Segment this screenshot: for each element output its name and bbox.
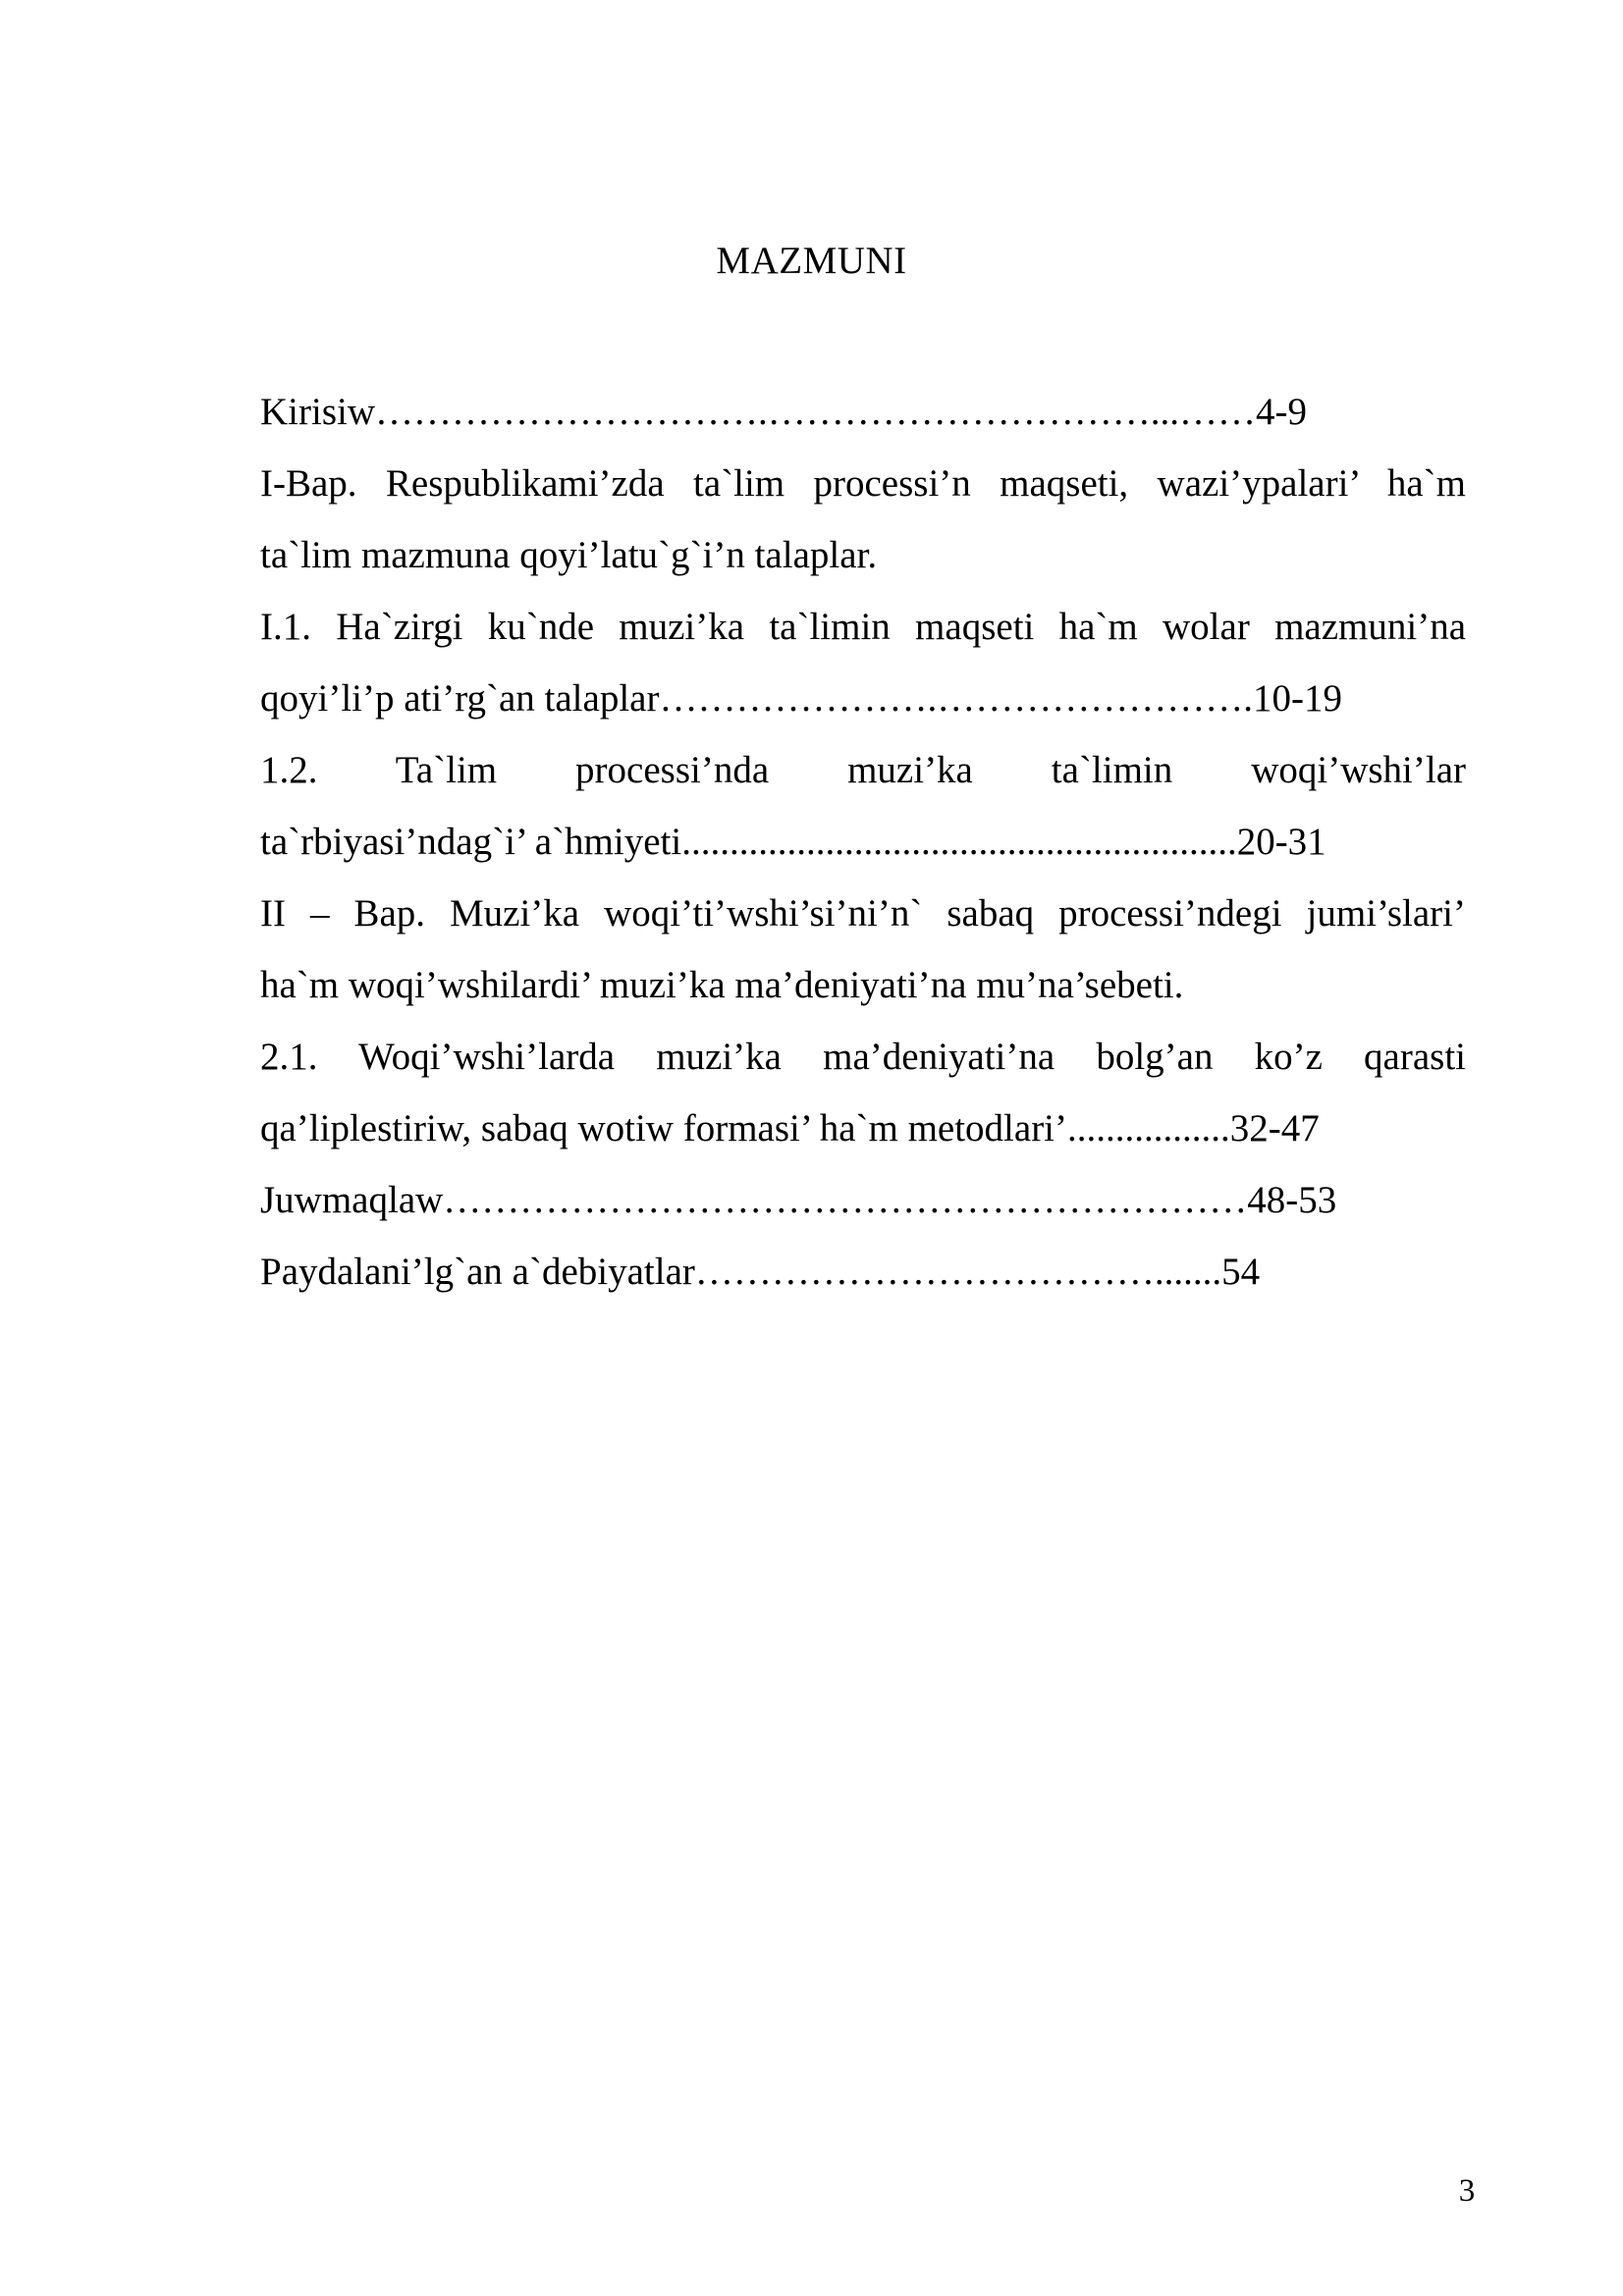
toc-chapter-1-line-1: I-Bap. Respublikami’zda ta`lim processi’n maqseti, wazi’ypalari’ ha`m (260, 462, 1466, 505)
toc-entry-introduction: Kirisiw………………………….…………………………...……4-9 (260, 391, 1307, 433)
toc-section-1-1-line-2: qoyi’li’p ati’rg`an talaplar………………….…………………….10-19 (260, 677, 1342, 720)
table-of-contents (260, 376, 1466, 1308)
toc-section-2-1-line-2: qa’liplestiriw, sabaq wotiw formasi’ ha`m metodlari’.................32-47 (260, 1107, 1320, 1149)
toc-entry-references: Paydalani’lg`an a`debiyatlar……………………………….......54 (260, 1251, 1261, 1293)
toc-chapter-2-line-2: ha`m woqi’wshilardi’ muzi’ka ma’deniyati’na mu’na’sebeti. (260, 964, 1184, 1006)
page-number: 3 (1458, 2173, 1476, 2209)
toc-entry-conclusion: Juwmaqlaw………………………………………………………48-53 (260, 1179, 1337, 1221)
toc-section-1-2-line-1: 1.2. Ta`lim processi’nda muzi’ka ta`limin woqi’wshi’lar (260, 749, 1466, 791)
toc-section-1-1-line-1: I.1. Ha`zirgi ku`nde muzi’ka ta`limin maqseti ha`m wolar mazmuni’na (260, 606, 1466, 648)
toc-section-1-2-line-2: ta`rbiyasi’ndag`i’ a`hmiyeti..........................................................20-31 (260, 821, 1326, 863)
toc-section-2-1-line-1: 2.1. Woqi’wshi’larda muzi’ka ma’deniyati’na bolg’an ko’z qarasti (260, 1036, 1466, 1078)
toc-chapter-2-line-1: II – Bap. Muzi’ka woqi’ti’wshi’si’ni’n` sabaq processi’ndegi jumi’slari’ (260, 892, 1466, 934)
page-title: MAZMUNI (716, 240, 907, 282)
toc-chapter-1-line-2: ta`lim mazmuna qoyi’latu`g`i’n talaplar. (260, 534, 878, 576)
